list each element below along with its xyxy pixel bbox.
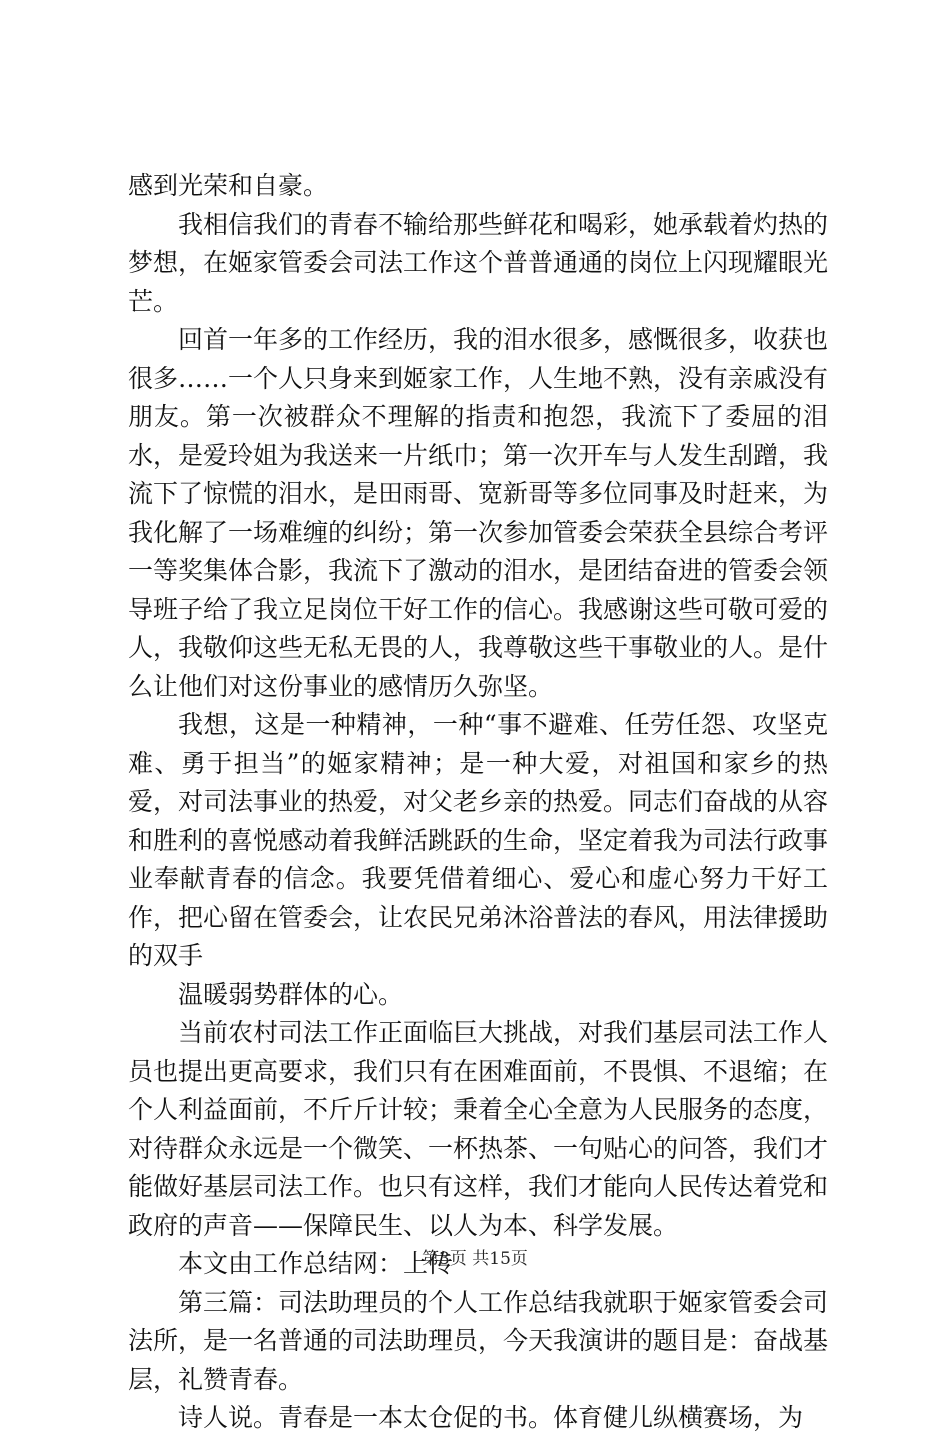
paragraph: 第三篇：司法助理员的个人工作总结我就职于姬家管委会司法所，是一名普通的司法助理员，今天我演讲的题目是：奋战基层，礼赞青春。 (128, 1287, 829, 1394)
paragraph: 当前农村司法工作正面临巨大挑战，对我们基层司法工作人员也提出更高要求，我们只有在困难面前，不畏惧、不退缩；在个人利益面前，不斤斤计较；秉着全心全意为人民服务的态度，对待群众永远是一个微笑、一杯热茶、一句贴心的问答，我们才能做好基层司法工作。也只有这样，我们才能向人民传达着党和政府的声音——保障民生、以人为本、科学发展。 (128, 1018, 829, 1240)
paragraph: 温暖弱势群体的心。 (178, 979, 404, 1009)
paragraph: 诗人说。青春是一本太仓促的书。体育健儿纵横赛场，为 (178, 1403, 804, 1432)
paragraph: 回首一年多的工作经历，我的泪水很多，感慨很多，收获也很多……一个人只身来到姬家工作，人生地不熟，没有亲戚没有朋友。第一次被群众不理解的指责和抱怨，我流下了委屈的泪水，是爱玲姐为我送来一片纸巾；第一次开车与人发生刮蹭，我流下了惊慌的泪水，是田雨哥、宽新哥等多位同事及时赶来，为我化解了一场难缠的纠纷；第一次参加管委会荣获全县综合考评一等奖集体合影，我流下了激动的泪水，是团结奋进的管委会领导班子给了我立足岗位干好工作的信心。我感谢这些可敬可爱的人，我敬仰这些无私无畏的人，我尊敬这些干事敬业的人。是什么让他们对这份事业的感情历久弥坚。 (128, 325, 829, 701)
paragraph: 我想，这是一种精神，一种“事不避难、任劳任怨、攻坚克难、勇于担当”的姬家精神；是一种大爱，对祖国和家乡的热爱，对司法事业的热爱，对父老乡亲的热爱。同志们奋战的从容和胜利的喜悦感动着我鲜活跳跃的生命，坚定着我为司法行政事业奉献青春的信念。我要凭借着细心、爱心和虚心努力干好工作，把心留在管委会，让农民兄弟沐浴普法的春风，用法律援助的双手 (128, 710, 829, 970)
paragraph: 本文由工作总结网：上传 (178, 1249, 454, 1278)
page-number-footer: 第3页 共15页 (422, 1249, 528, 1269)
paragraph: 我相信我们的青春不输给那些鲜花和喝彩，她承载着灼热的梦想，在姬家管委会司法工作这个普普通通的岗位上闪现耀眼光芒。 (128, 209, 829, 316)
paragraph: 感到光荣和自豪。 (128, 171, 329, 200)
